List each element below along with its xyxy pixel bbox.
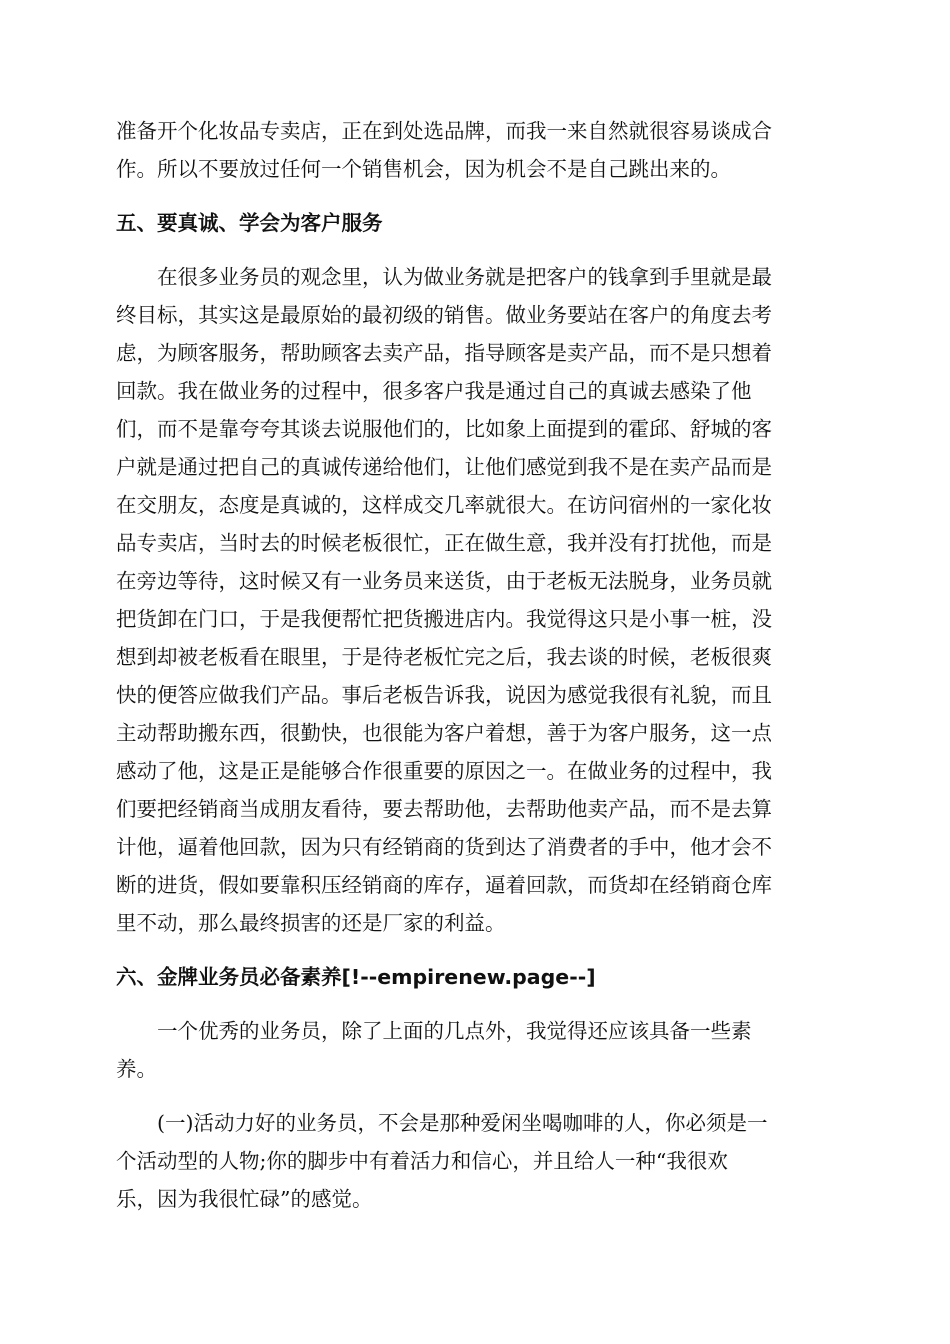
text-line: 在交朋友，态度是真诚的，这样成交几率就很大。在访问宿州的一家化妆 bbox=[116, 493, 772, 517]
section-6-item-1-paragraph bbox=[116, 1104, 836, 1218]
text-line: 终目标，其实这是最原始的最初级的销售。做业务要站在客户的角度去考 bbox=[116, 303, 772, 327]
text-line: 一个优秀的业务员，除了上面的几点外，我觉得还应该具备一些素 bbox=[157, 1019, 752, 1043]
document-page bbox=[116, 112, 836, 1218]
text-line: 作。所以不要放过任何一个销售机会，因为机会不是自己跳出来的。 bbox=[116, 157, 731, 181]
text-line: 把货卸在门口，于是我便帮忙把货搬进店内。我觉得这只是小事一桩，没 bbox=[116, 607, 772, 631]
section-heading-5: 五、要真诚、学会为客户服务 bbox=[116, 211, 383, 235]
text-line: 快的便答应做我们产品。事后老板告诉我，说因为感觉我很有礼貌，而且 bbox=[116, 683, 772, 707]
text-line: 断的进货，假如要靠积压经销商的库存，逼着回款，而货却在经销商仓库 bbox=[116, 873, 772, 897]
text-line: 养。 bbox=[116, 1057, 157, 1081]
text-line: 户就是通过把自己的真诚传递给他们，让他们感觉到我不是在卖产品而是 bbox=[116, 455, 772, 479]
text-line: 乐，因为我很忙碌”的感觉。 bbox=[116, 1187, 373, 1211]
text-line: 里不动，那么最终损害的还是厂家的利益。 bbox=[116, 911, 506, 935]
text-line: 准备开个化妆品专卖店，正在到处选品牌，而我一来自然就很容易谈成合 bbox=[116, 119, 772, 143]
text-line: 计他，逼着他回款，因为只有经销商的货到达了消费者的手中，他才会不 bbox=[116, 835, 772, 859]
section-heading-6: 六、金牌业务员必备素养[!--empirenew.page--] bbox=[116, 965, 596, 989]
continuation-paragraph bbox=[116, 112, 836, 188]
text-line: 在旁边等待，这时候又有一业务员来送货，由于老板无法脱身，业务员就 bbox=[116, 569, 772, 593]
text-line: 个活动型的人物;你的脚步中有着活力和信心，并且给人一种“我很欢 bbox=[116, 1149, 728, 1173]
text-line: 虑，为顾客服务，帮助顾客去卖产品，指导顾客是卖产品，而不是只想着 bbox=[116, 341, 772, 365]
text-line: 回款。我在做业务的过程中，很多客户我是通过自己的真诚去感染了他 bbox=[116, 379, 752, 403]
text-line: 品专卖店，当时去的时候老板很忙，正在做生意，我并没有打扰他，而是 bbox=[116, 531, 772, 555]
text-line: 们，而不是靠夸夸其谈去说服他们的，比如象上面提到的霍邱、舒城的客 bbox=[116, 417, 772, 441]
text-line: (一)活动力好的业务员，不会是那种爱闲坐喝咖啡的人，你必须是一 bbox=[157, 1111, 768, 1135]
section-6-intro-paragraph bbox=[116, 1012, 836, 1088]
text-line: 主动帮助搬东西，很勤快，也很能为客户着想，善于为客户服务，这一点 bbox=[116, 721, 772, 745]
text-line: 想到却被老板看在眼里，于是待老板忙完之后，我去谈的时候，老板很爽 bbox=[116, 645, 772, 669]
text-line: 在很多业务员的观念里，认为做业务就是把客户的钱拿到手里就是最 bbox=[157, 265, 772, 289]
text-line: 们要把经销商当成朋友看待，要去帮助他，去帮助他卖产品，而不是去算 bbox=[116, 797, 772, 821]
section-5-paragraph bbox=[116, 258, 836, 942]
text-line: 感动了他，这是正是能够合作很重要的原因之一。在做业务的过程中，我 bbox=[116, 759, 772, 783]
